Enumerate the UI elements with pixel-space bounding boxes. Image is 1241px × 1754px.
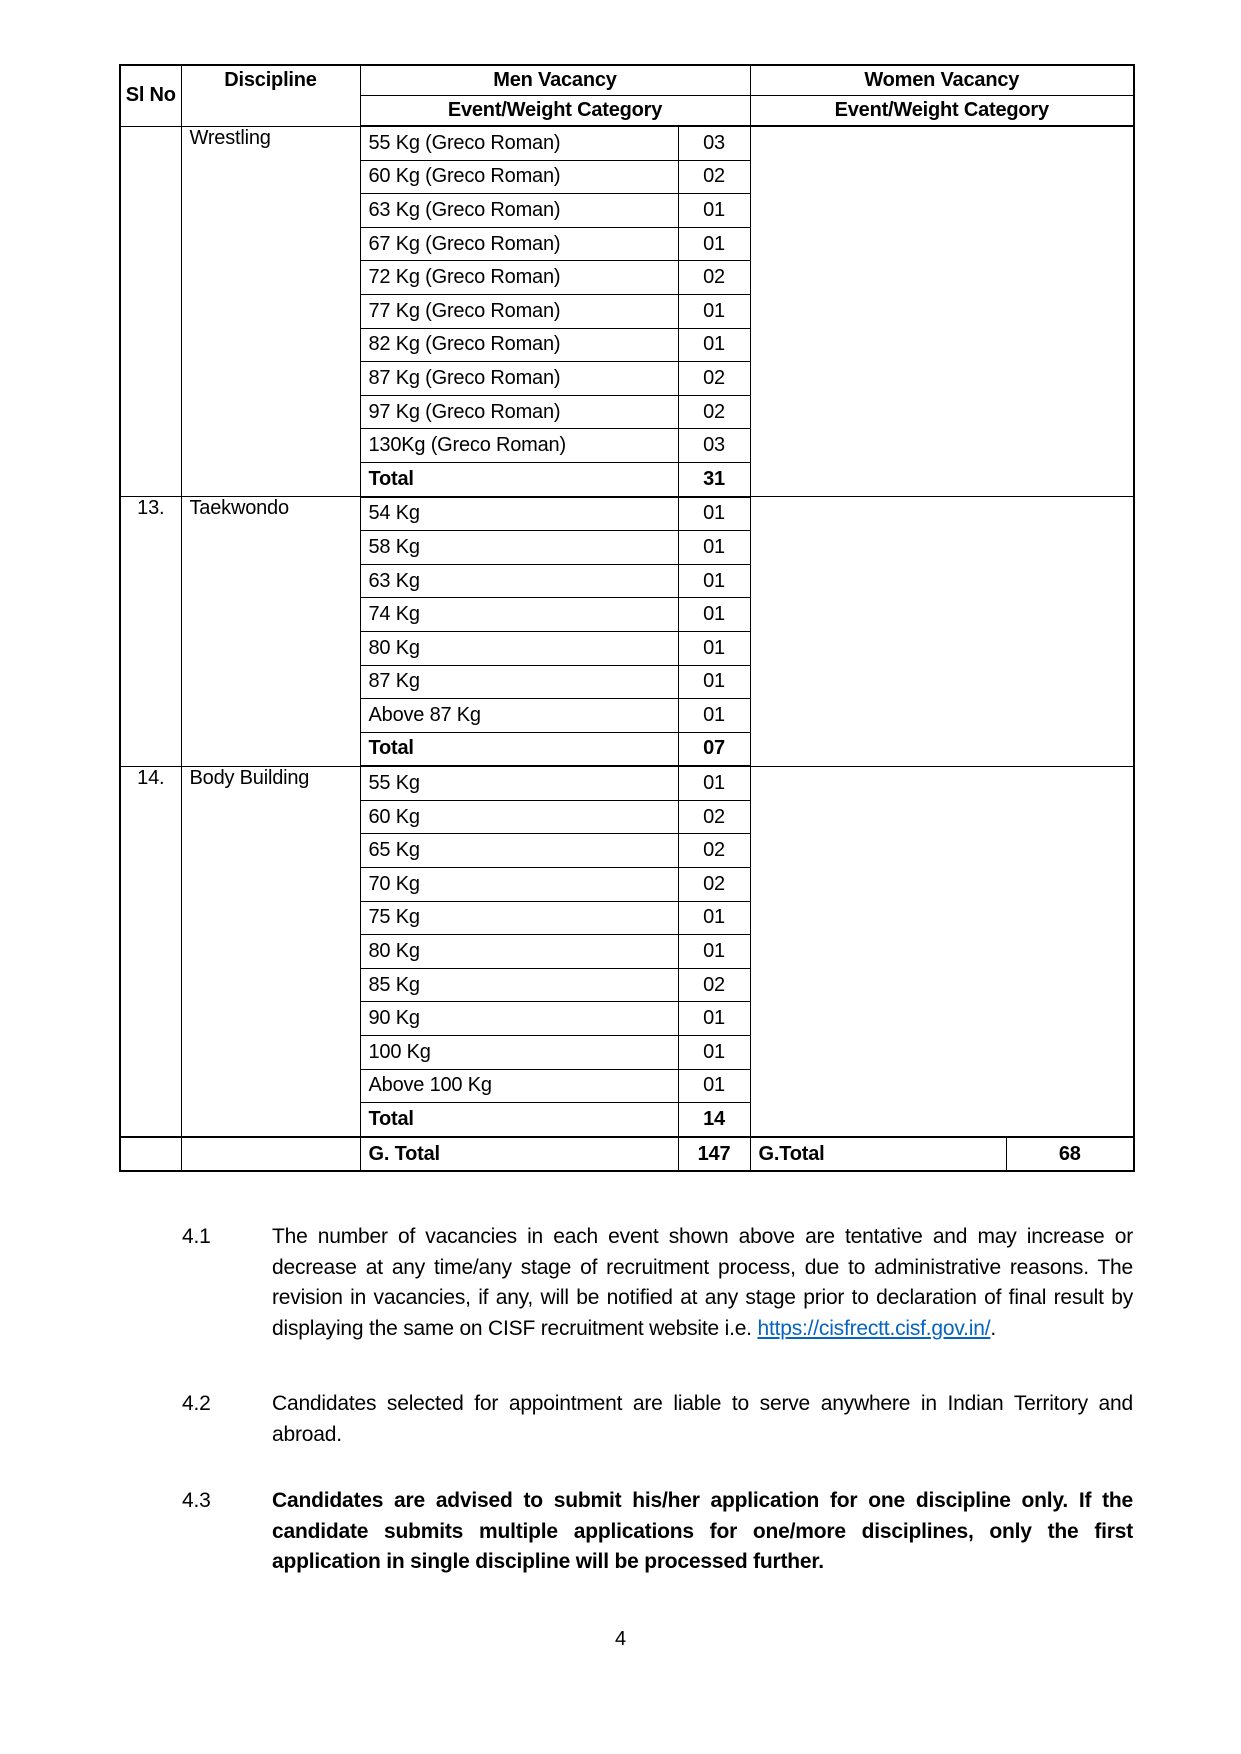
count-cell: 01 — [678, 531, 750, 565]
grand-total-sl-empty — [120, 1137, 181, 1172]
paragraph-4-2 — [182, 1389, 1133, 1450]
grand-total-men-value: 147 — [678, 1137, 750, 1172]
grand-total-row — [120, 1137, 1134, 1172]
count-cell: 01 — [678, 665, 750, 699]
vacancy-row — [120, 766, 1134, 800]
women-vacancy-empty-cell — [750, 126, 1134, 497]
total-label-cell: Total — [360, 1103, 678, 1137]
paragraph-4-1 — [182, 1222, 1133, 1344]
paragraph-text: Candidates are advised to submit his/her application for one discipline only. If the candidate submits multiple applications for one/more disciplines, only the first application in single discipline will be processed further. — [272, 1489, 1133, 1573]
event-cell: 55 Kg (Greco Roman) — [360, 126, 678, 160]
vacancy-table-body — [120, 126, 1134, 1137]
event-cell: 77 Kg (Greco Roman) — [360, 294, 678, 328]
event-cell: 82 Kg (Greco Roman) — [360, 328, 678, 362]
total-value-cell: 07 — [678, 732, 750, 766]
event-cell: 60 Kg — [360, 800, 678, 834]
discipline-cell: Body Building — [181, 766, 360, 1137]
event-cell: 75 Kg — [360, 901, 678, 935]
paragraph-text-before-link: The number of vacancies in each event shown above are tentative and may increase or decrease at any time/any stage of recruitment process, due to administrative reasons. The revision in vacancies, if any, will be notified at any stage prior to declaration of final result by displaying the same on CISF recruitment website i.e. — [272, 1225, 1133, 1340]
header-women-vacancy: Women Vacancy — [750, 65, 1134, 96]
count-cell: 01 — [678, 328, 750, 362]
count-cell: 01 — [678, 766, 750, 800]
count-cell: 02 — [678, 362, 750, 396]
grand-total-women-label: G.Total — [750, 1137, 1006, 1172]
event-cell: 80 Kg — [360, 935, 678, 969]
count-cell: 02 — [678, 800, 750, 834]
paragraph-number: 4.1 — [182, 1225, 211, 1248]
count-cell: 01 — [678, 1036, 750, 1070]
event-cell: 97 Kg (Greco Roman) — [360, 395, 678, 429]
total-label-cell: Total — [360, 732, 678, 766]
count-cell: 02 — [678, 968, 750, 1002]
event-cell: 60 Kg (Greco Roman) — [360, 160, 678, 194]
grand-total-discipline-empty — [181, 1137, 360, 1172]
count-cell: 01 — [678, 1069, 750, 1103]
event-cell: 55 Kg — [360, 766, 678, 800]
count-cell: 01 — [678, 699, 750, 733]
header-men-subheader: Event/Weight Category — [360, 96, 750, 127]
vacancy-row — [120, 497, 1134, 531]
count-cell: 02 — [678, 868, 750, 902]
event-cell: 63 Kg — [360, 564, 678, 598]
cisf-website-link[interactable]: https://cisfrectt.cisf.gov.in/ — [757, 1316, 991, 1340]
women-vacancy-empty-cell — [750, 766, 1134, 1137]
grand-total-women-value: 68 — [1006, 1137, 1134, 1172]
header-women-subheader: Event/Weight Category — [750, 96, 1134, 127]
event-cell: Above 87 Kg — [360, 699, 678, 733]
event-cell: 85 Kg — [360, 968, 678, 1002]
event-cell: 54 Kg — [360, 497, 678, 531]
event-cell: 130Kg (Greco Roman) — [360, 429, 678, 463]
grand-total-men-label: G. Total — [360, 1137, 678, 1172]
header-discipline: Discipline — [181, 65, 360, 126]
total-label-cell: Total — [360, 462, 678, 496]
count-cell: 01 — [678, 935, 750, 969]
count-cell: 01 — [678, 631, 750, 665]
event-cell: 100 Kg — [360, 1036, 678, 1070]
count-cell: 02 — [678, 160, 750, 194]
count-cell: 02 — [678, 261, 750, 295]
event-cell: 87 Kg — [360, 665, 678, 699]
event-cell: 65 Kg — [360, 834, 678, 868]
count-cell: 03 — [678, 126, 750, 160]
event-cell: 63 Kg (Greco Roman) — [360, 194, 678, 228]
discipline-cell: Wrestling — [181, 126, 360, 497]
sl-no-cell — [120, 126, 181, 497]
count-cell: 01 — [678, 598, 750, 632]
sl-no-cell: 14. — [120, 766, 181, 1137]
count-cell: 01 — [678, 901, 750, 935]
vacancy-row — [120, 126, 1134, 160]
header-row-1 — [120, 65, 1134, 96]
paragraph-text: Candidates selected for appointment are liable to serve anywhere in Indian Territory and abroad. — [272, 1392, 1133, 1446]
paragraph-number: 4.2 — [182, 1392, 211, 1415]
count-cell: 02 — [678, 834, 750, 868]
event-cell: 70 Kg — [360, 868, 678, 902]
event-cell: 87 Kg (Greco Roman) — [360, 362, 678, 396]
paragraph-number: 4.3 — [182, 1489, 211, 1512]
event-cell: 80 Kg — [360, 631, 678, 665]
header-men-vacancy: Men Vacancy — [360, 65, 750, 96]
event-cell: 67 Kg (Greco Roman) — [360, 227, 678, 261]
event-cell: 90 Kg — [360, 1002, 678, 1036]
paragraph-text-after-link: . — [990, 1316, 996, 1340]
paragraph-4-3 — [182, 1486, 1133, 1578]
count-cell: 01 — [678, 227, 750, 261]
header-sl-no: Sl No — [120, 65, 181, 126]
count-cell: 03 — [678, 429, 750, 463]
discipline-cell: Taekwondo — [181, 497, 360, 767]
event-cell: 72 Kg (Greco Roman) — [360, 261, 678, 295]
event-cell: 58 Kg — [360, 531, 678, 565]
count-cell: 01 — [678, 294, 750, 328]
count-cell: 01 — [678, 1002, 750, 1036]
sl-no-cell: 13. — [120, 497, 181, 767]
grand-total-section — [120, 1137, 1134, 1172]
count-cell: 01 — [678, 194, 750, 228]
count-cell: 01 — [678, 564, 750, 598]
total-value-cell: 14 — [678, 1103, 750, 1137]
paragraph-text — [272, 1222, 1133, 1344]
total-value-cell: 31 — [678, 462, 750, 496]
count-cell: 01 — [678, 497, 750, 531]
event-cell: Above 100 Kg — [360, 1069, 678, 1103]
vacancy-table — [119, 64, 1135, 1172]
page-number: 4 — [615, 1628, 626, 1650]
women-vacancy-empty-cell — [750, 497, 1134, 767]
event-cell: 74 Kg — [360, 598, 678, 632]
count-cell: 02 — [678, 395, 750, 429]
